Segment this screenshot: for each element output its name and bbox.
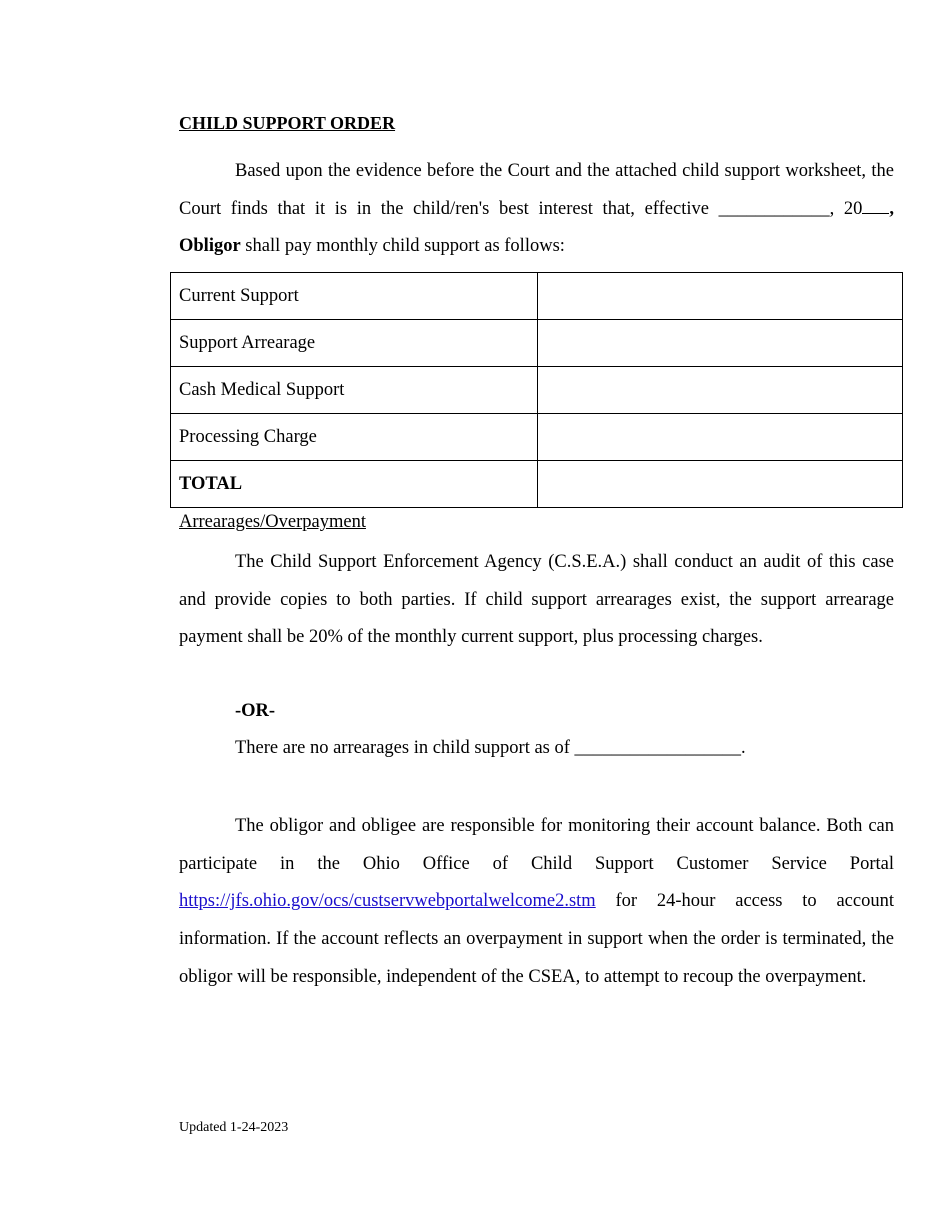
balance-text-b: for 24-hour access to account information. If the account reflects an overpayment in support when the order is terminated, the obligor will be responsible, independent of the CSEA, to attempt to recoup the overpayment. <box>179 891 894 987</box>
table-row <box>171 273 903 320</box>
row-value-cash-medical-support[interactable] <box>538 367 903 414</box>
row-value-processing-charge[interactable] <box>538 414 903 461</box>
intro-text-b: , 20 <box>829 198 863 219</box>
row-label-cash-medical-support: Cash Medical Support <box>171 367 538 414</box>
row-value-total[interactable] <box>538 461 903 508</box>
intro-paragraph <box>179 153 894 266</box>
table-row <box>171 367 903 414</box>
arrears-paragraph: The Child Support Enforcement Agency (C.S.E.A.) shall conduct an audit of this case and provide copies to both parties. If child support arrearages exist, the support arrearage payment shall be 20% of the monthly current support, plus processing charges. <box>179 552 894 648</box>
balance-text-a: The obligor and obligee are responsible for monitoring their account balance. Both can participate in the Ohio Office of Child Support Customer Service Portal <box>179 816 894 874</box>
arrears-heading: Arrearages/Overpayment <box>179 512 366 532</box>
row-label-current-support: Current Support <box>171 273 538 320</box>
portal-link[interactable]: https://jfs.ohio.gov/ocs/custservwebportalwelcome2.stm <box>179 891 596 912</box>
table-row <box>171 414 903 461</box>
table-row <box>171 461 903 508</box>
support-table <box>170 272 903 508</box>
row-value-support-arrearage[interactable] <box>538 320 903 367</box>
page-title: CHILD SUPPORT ORDER <box>179 113 396 133</box>
intro-text-a: Based upon the evidence before the Court and the attached child support worksheet, the Court finds that it is in the child/ren's best interest that, effective <box>179 161 894 219</box>
intro-text-d: shall pay monthly child support as follows: <box>240 236 565 257</box>
row-value-current-support[interactable] <box>538 273 903 320</box>
intro-text-c: , <box>889 198 894 219</box>
balance-paragraph <box>179 808 894 997</box>
row-label-support-arrearage: Support Arrearage <box>171 320 538 367</box>
no-arrears-statement: There are no arrearages in child support as of __________________. <box>235 738 746 758</box>
table-row <box>171 320 903 367</box>
row-label-processing-charge: Processing Charge <box>171 414 538 461</box>
or-separator: -OR- <box>235 701 276 721</box>
effective-date-blank: ____________ <box>718 198 830 219</box>
year-blank <box>862 199 889 214</box>
row-label-total: TOTAL <box>171 461 538 508</box>
obligor-term: Obligor <box>179 236 241 257</box>
updated-date-footer: Updated 1-24-2023 <box>179 1120 289 1135</box>
